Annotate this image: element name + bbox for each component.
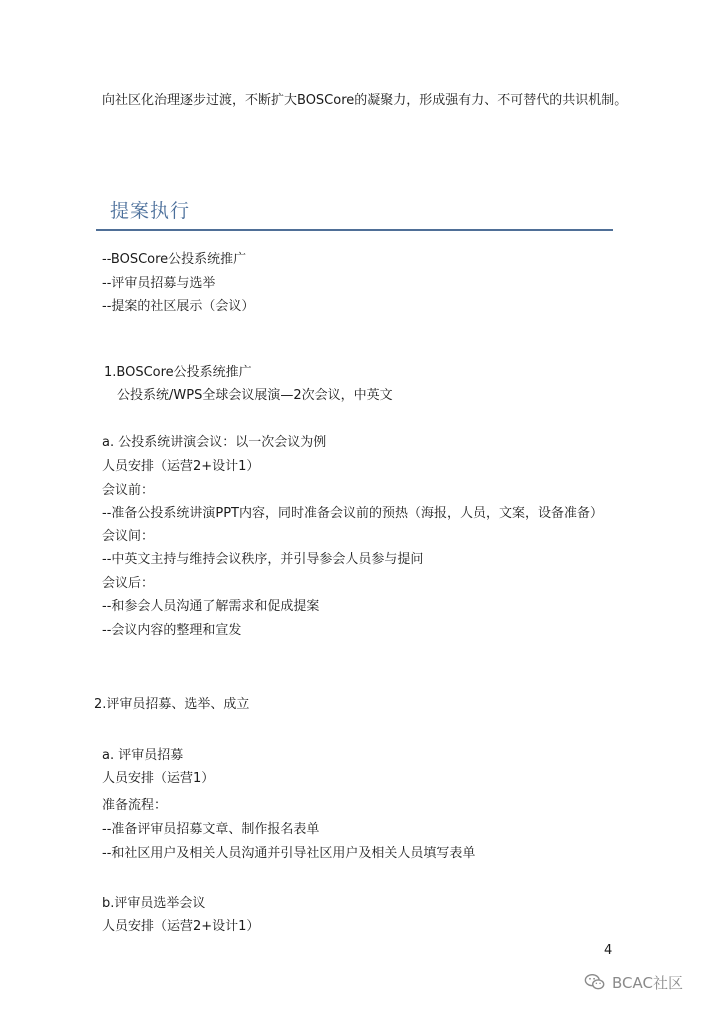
- part2-a-staffing: 人员安排（运营1）: [102, 771, 215, 786]
- after-meeting-item: --会议内容的整理和宣发: [102, 623, 242, 638]
- intro-paragraph: 向社区化治理逐步过渡，不断扩大BOSCore的凝聚力，形成强有力、不可替代的共识机制。: [102, 93, 628, 108]
- during-meeting-label: 会议间：: [102, 529, 155, 544]
- watermark: [584, 971, 683, 993]
- part2-b-heading: b.评审员选举会议: [102, 896, 206, 911]
- part1-a-heading: a. 公投系统讲演会议：以一次会议为例: [102, 435, 327, 450]
- overview-item: --提案的社区展示（会议）: [102, 299, 255, 314]
- overview-item: --评审员招募与选举: [102, 276, 216, 291]
- prep-flow-item: --准备评审员招募文章、制作报名表单: [102, 822, 320, 837]
- after-meeting-label: 会议后：: [102, 576, 155, 591]
- prep-flow-item: --和社区用户及相关人员沟通并引导社区用户及相关人员填写表单: [102, 846, 476, 861]
- part1-heading: 1.BOSCore公投系统推广: [104, 365, 252, 380]
- overview-item: --BOSCore公投系统推广: [102, 252, 247, 267]
- prep-flow-label: 准备流程：: [102, 798, 168, 813]
- part1-subline: 公投系统/WPS全球会议展演—2次会议，中英文: [117, 388, 393, 403]
- section-divider: [96, 229, 613, 231]
- part2-heading: 2.评审员招募、选举、成立: [94, 697, 250, 712]
- part1-staffing: 人员安排（运营2+设计1）: [102, 459, 260, 474]
- page-number: 4: [604, 943, 613, 958]
- section-title: 提案执行: [110, 200, 191, 222]
- during-meeting-item: --中英文主持与维持会议秩序，并引导参会人员参与提问: [102, 552, 424, 567]
- before-meeting-label: 会议前：: [102, 483, 155, 498]
- wechat-icon: [584, 971, 606, 993]
- part2-b-staffing: 人员安排（运营2+设计1）: [102, 919, 260, 934]
- before-meeting-item: --准备公投系统讲演PPT内容，同时准备会议前的预热（海报，人员，文案，设备准备）: [102, 506, 604, 521]
- watermark-text: BCAC社区: [612, 973, 683, 992]
- part2-a-heading: a. 评审员招募: [102, 748, 184, 763]
- after-meeting-item: --和参会人员沟通了解需求和促成提案: [102, 599, 320, 614]
